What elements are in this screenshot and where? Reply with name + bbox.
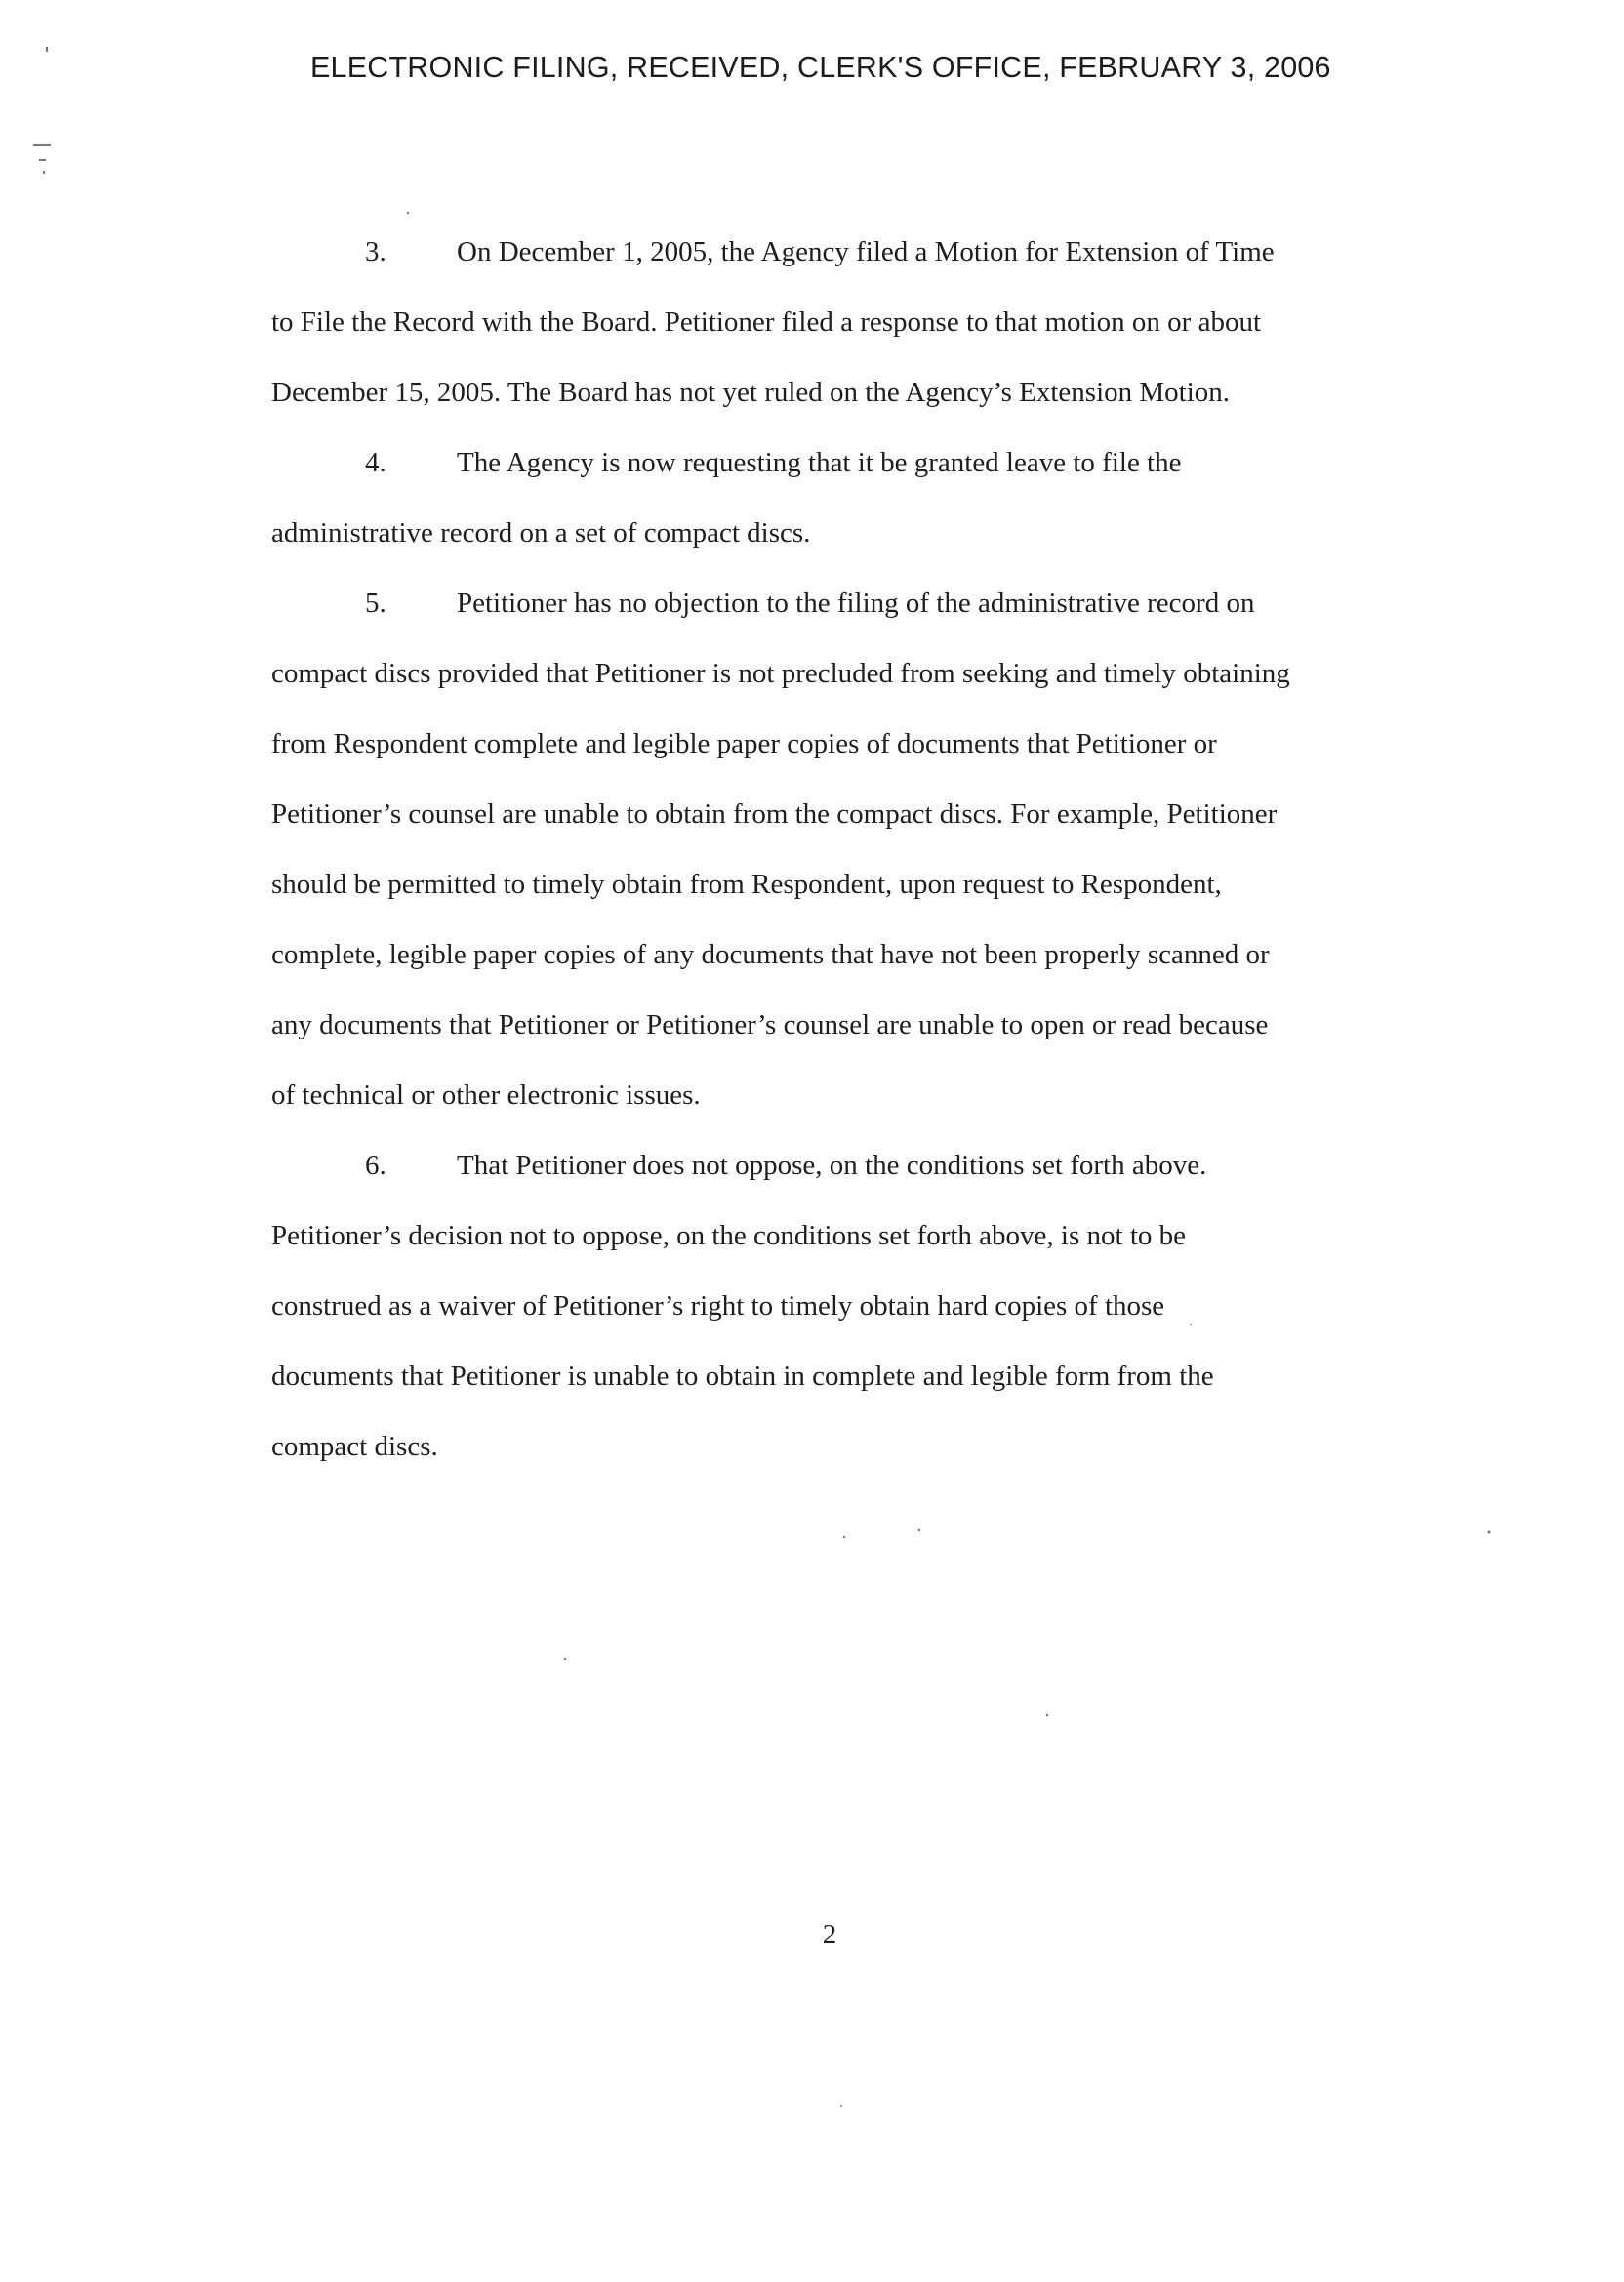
paragraph-first-line <box>271 217 1394 287</box>
paragraph-line: Petitioner’s decision not to oppose, on the conditions set forth above, is not to be <box>271 1220 1187 1251</box>
paragraph-first-line <box>271 568 1394 638</box>
paragraph-line: construed as a waiver of Petitioner’s right to timely obtain hard copies of those <box>271 1290 1165 1322</box>
page-number: 2 <box>822 1919 837 1950</box>
paragraph-first-line <box>271 1130 1394 1201</box>
paragraph-text: That Petitioner does not oppose, on the conditions set forth above. <box>457 1150 1207 1181</box>
paragraph-text: Petitioner has no objection to the filing of the administrative record on <box>457 588 1255 619</box>
paragraph-5 <box>271 568 1394 1130</box>
paragraph-line: complete, legible paper copies of any documents that have not been properly scanned or <box>271 939 1270 970</box>
paragraph-4 <box>271 428 1394 568</box>
paragraph-text: The Agency is now requesting that it be granted leave to file the <box>457 447 1182 478</box>
paragraph-line: documents that Petitioner is unable to obtain in complete and legible form from the <box>271 1361 1214 1392</box>
paragraph-number: 4. <box>365 447 386 478</box>
paragraph-3 <box>271 217 1394 428</box>
paragraph-6 <box>271 1130 1394 1482</box>
paragraph-line: should be permitted to timely obtain from Respondent, upon request to Respondent, <box>271 869 1222 900</box>
paragraph-number: 5. <box>365 588 386 619</box>
document-body <box>271 217 1394 1482</box>
paragraph-line: compact discs provided that Petitioner is not precluded from seeking and timely obtaining <box>271 658 1290 689</box>
paragraph-line: of technical or other electronic issues. <box>271 1080 701 1111</box>
paragraph-line: December 15, 2005. The Board has not yet ruled on the Agency’s Extension Motion. <box>271 377 1231 408</box>
paragraph-number: 6. <box>365 1150 386 1181</box>
paragraph-line: from Respondent complete and legible paper copies of documents that Petitioner or <box>271 728 1217 759</box>
paragraph-line: Petitioner’s counsel are unable to obtain from the compact discs. For example, Petitioner <box>271 798 1278 830</box>
paragraph-first-line <box>271 428 1394 498</box>
paragraph-line: administrative record on a set of compact discs. <box>271 517 811 549</box>
paragraph-line: to File the Record with the Board. Petitioner filed a response to that motion on or about <box>271 306 1261 338</box>
paragraph-line: compact discs. <box>271 1431 438 1462</box>
filing-stamp-header: ELECTRONIC FILING, RECEIVED, CLERK'S OFFICE, FEBRUARY 3, 2006 <box>310 51 1331 84</box>
paragraph-text: On December 1, 2005, the Agency filed a Motion for Extension of Time <box>457 236 1275 267</box>
paragraph-number: 3. <box>365 236 386 267</box>
paragraph-line: any documents that Petitioner or Petitioner’s counsel are unable to open or read because <box>271 1009 1269 1040</box>
